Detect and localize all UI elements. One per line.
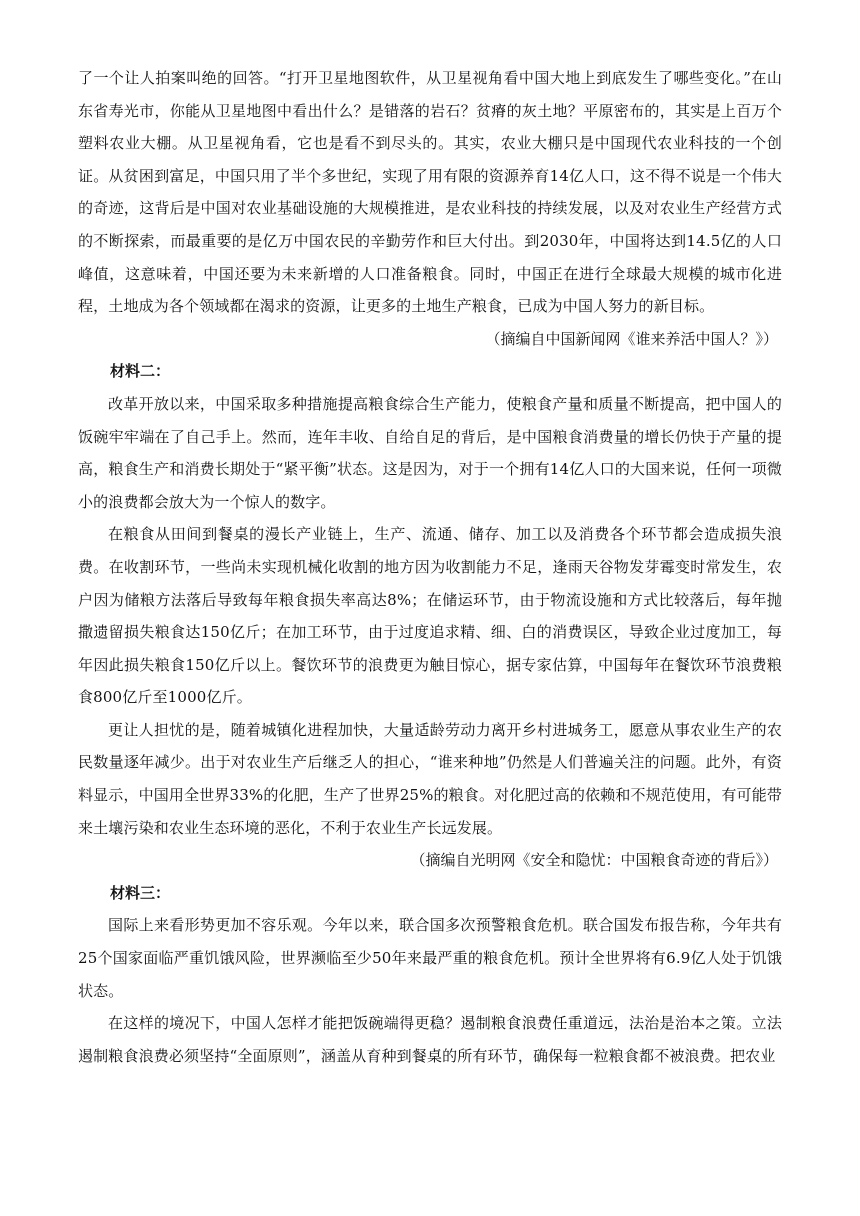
material2-heading: 材料二： — [110, 362, 171, 381]
material3-paragraph-2: 在这样的境况下，中国人怎样才能把饭碗端得更稳？遏制粮食浪费任重道远，法治是治本之策。立法遏制粮食浪费必须坚持“全面原则”，涵盖从育种到餐桌的所有环节，确保每一粒粮食都不被浪费。把农业 — [78, 1014, 782, 1065]
material2-paragraph-3: 更让人担忧的是，随着城镇化进程加快，大量适龄劳动力离开乡村进城务工，愿意从事农业生产的农民数量逐年减少。出于对农业生产后继乏人的担心，“谁来种地”仍然是人们普遍关注的问题。此外，有资料显示，中国用全世界33%的化肥，生产了世界25%的粮食。对化肥过高的依赖和不规范使用，有可能带来土壤污染和农业生态环境的恶化，不利于农业生产长远发展。 — [78, 720, 782, 837]
material1-continued-paragraph: 了一个让人拍案叫绝的回答。“打开卫星地图软件，从卫星视角看中国大地上到底发生了哪些变化。”在山东省寿光市，你能从卫星地图中看出什么？是错落的岩石？贫瘠的灰土地？平原密布的，其实是上百万个塑料农业大棚。从卫星视角看，它也是看不到尽头的。其实，农业大棚只是中国现代农业科技的一个创证。从贫困到富足，中国只用了半个多世纪，实现了用有限的资源养育14亿人口，这不得不说是一个伟大的奇迹，这背后是中国对农业基础设施的大规模推进，是农业科技的持续发展，以及对农业生产经营方式的不断探索，而最重要的是亿万中国农民的辛勤劳作和巨大付出。到2030年，中国将达到14.5亿的人口峰值，这意味着，中国还要为未来新增的人口准备粮食。同时，中国正在进行全球最大规模的城市化进程，土地成为各个领域都在渴求的资源，让更多的土地生产粮食，已成为中国人努力的新目标。 — [78, 69, 782, 316]
material3-paragraph-1: 国际上来看形势更加不容乐观。今年以来，联合国多次预警粮食危机。联合国发布报告称，今年共有25个国家面临严重饥饿风险，世界濒临至少50年来最严重的粮食危机。预计全世界将有6.9亿人处于饥饿状态。 — [78, 916, 782, 1000]
material2-paragraph-1: 改革开放以来，中国采取多种措施提高粮食综合生产能力，使粮食产量和质量不断提高，把中国人的饭碗牢牢端在了自己手上。然而，连年丰收、自给自足的背后，是中国粮食消费量的增长仍快于产量的提高，粮食生产和消费长期处于“紧平衡”状态。这是因为，对于一个拥有14亿人口的大国来说，任何一项微小的浪费都会放大为一个惊人的数字。 — [78, 394, 782, 511]
material2-source: （摘编自光明网《安全和隐忧：中国粮食奇迹的背后》） — [410, 851, 778, 870]
material3-heading: 材料三： — [110, 883, 171, 902]
material1-source: （摘编自中国新闻网《谁来养活中国人？》） — [485, 329, 778, 348]
material2-paragraph-2: 在粮食从田间到餐桌的漫长产业链上，生产、流通、储存、加工以及消费各个环节都会造成损失浪费。在收割环节，一些尚未实现机械化收割的地方因为收割能力不足，逢雨天谷物发芽霉变时常发生，农户因为储粮方法落后导致每年粮食损失率高达8%；在储运环节，由于物流设施和方式比较落后，每年抛撒遗留损失粮食达150亿斤；在加工环节，由于过度追求精、细、白的消费误区，导致企业过度加工，每年因此损失粮食150亿斤以上。餐饮环节的浪费更为触目惊心，据专家估算，中国每年在餐饮环节浪费粮食800亿斤至1000亿斤。 — [78, 525, 782, 707]
